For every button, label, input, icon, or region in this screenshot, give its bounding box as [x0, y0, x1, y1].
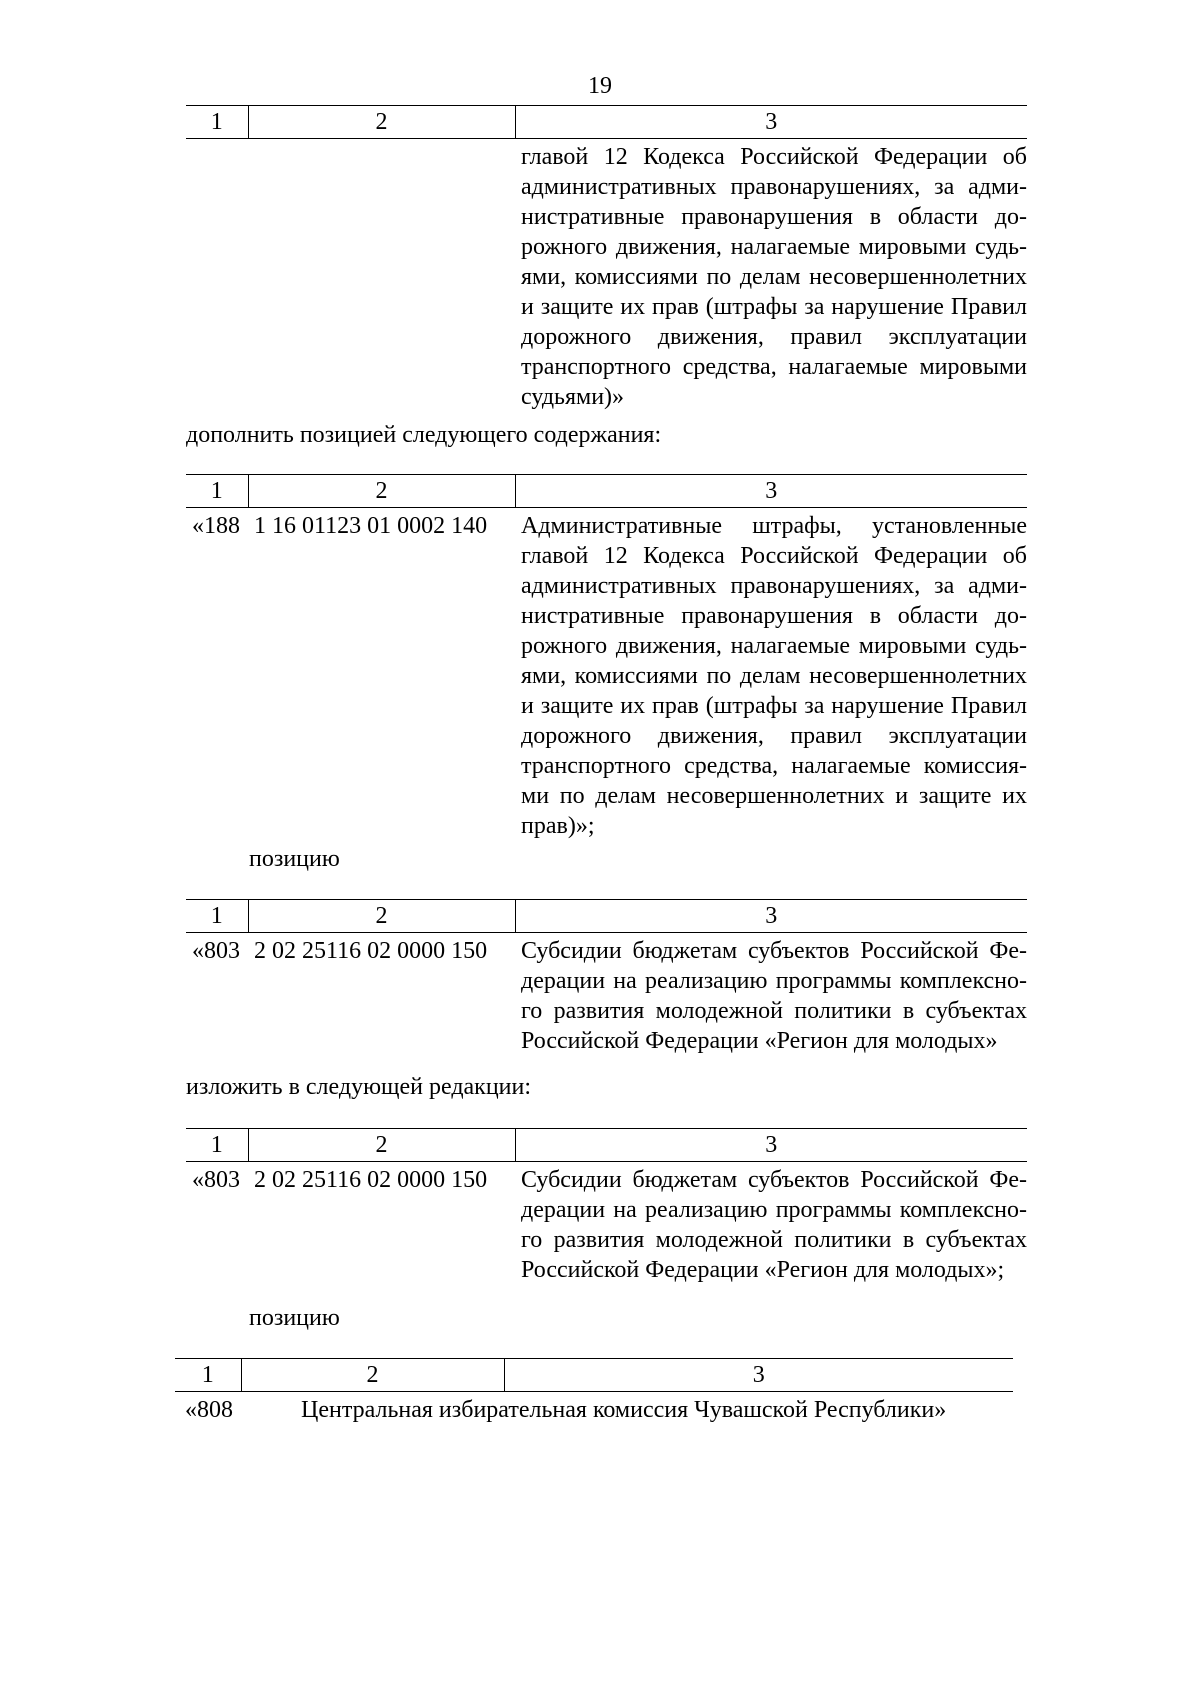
text-line: го развития молодежной политики в субъектах — [521, 1227, 1027, 1253]
table-row — [175, 1392, 1013, 1426]
text-line: главой 12 Кодекса Российской Федерации об — [521, 144, 1027, 170]
paragraph-position-1: позицию — [249, 846, 340, 872]
kbk-code-cell: 1 16 01123 01 0002 140 — [254, 513, 488, 539]
text-line: рожного движения, налагаемые мировыми судь- — [521, 633, 1027, 659]
description-cell — [515, 1162, 1027, 1286]
table-row — [186, 508, 1027, 842]
text-line: судьями)» — [521, 384, 625, 410]
admin-code-cell: «808 — [185, 1397, 233, 1423]
text-line: и защите их прав (штрафы за нарушение Правил — [521, 693, 1027, 719]
col-header-2: 2 — [248, 475, 515, 508]
text-line: Субсидии бюджетам субъектов Российской Фе- — [521, 938, 1027, 964]
admin-code-cell: «803 — [192, 1167, 240, 1193]
col-header-1: 1 — [186, 475, 248, 508]
kbk-code-cell: 2 02 25116 02 0000 150 — [254, 938, 488, 964]
text-line: дерации на реализацию программы комплексно- — [521, 1197, 1027, 1223]
col-header-1: 1 — [186, 1129, 248, 1162]
table-block-5 — [175, 1358, 1013, 1425]
text-line: и защите их прав (штрафы за нарушение Правил — [521, 294, 1027, 320]
table-header-row — [186, 1129, 1027, 1162]
text-line: ями, комиссиями по делам несовершеннолетних — [521, 264, 1027, 290]
text-line: главой 12 Кодекса Российской Федерации об — [521, 543, 1027, 569]
col-header-2: 2 — [241, 1359, 504, 1392]
text-line: нистративные правонарушения в области до- — [521, 603, 1027, 629]
text-line: дерации на реализацию программы комплексно- — [521, 968, 1027, 994]
table-header-row — [175, 1359, 1013, 1392]
text-line: прав)»; — [521, 813, 595, 839]
col-header-3: 3 — [515, 106, 1027, 139]
col-header-3: 3 — [515, 900, 1027, 933]
kbk-code-cell: 2 02 25116 02 0000 150 — [254, 1167, 488, 1193]
table-row — [186, 933, 1027, 1057]
paragraph-redaction: изложить в следующей редакции: — [186, 1074, 532, 1100]
text-line: ями, комиссиями по делам несовершеннолетних — [521, 663, 1027, 689]
description-cell — [515, 508, 1027, 842]
text-line: транспортного средства, налагаемые мировыми — [521, 354, 1027, 380]
table-header-row — [186, 106, 1027, 139]
col-header-2: 2 — [248, 106, 515, 139]
col-header-3: 3 — [515, 475, 1027, 508]
page-number: 19 — [588, 73, 612, 99]
table-block-3 — [186, 899, 1027, 1056]
text-line: Российской Федерации «Регион для молодых» — [521, 1028, 998, 1054]
col-header-2: 2 — [248, 1129, 515, 1162]
paragraph-position-2: позицию — [249, 1305, 340, 1331]
table-row — [186, 1162, 1027, 1286]
text-line: транспортного средства, налагаемые комиссия- — [521, 753, 1027, 779]
paragraph-supplement: дополнить позицией следующего содержания: — [186, 422, 662, 448]
text-line: административных правонарушениях, за адми- — [521, 174, 1027, 200]
col-header-3: 3 — [515, 1129, 1027, 1162]
admin-name-cell: Центральная избирательная комиссия Чувашской Республики» — [301, 1397, 947, 1423]
description-cell — [515, 139, 1027, 413]
col-header-1: 1 — [186, 106, 248, 139]
table-header-row — [186, 900, 1027, 933]
col-header-1: 1 — [186, 900, 248, 933]
text-line: административных правонарушениях, за адми- — [521, 573, 1027, 599]
table-row — [186, 139, 1027, 413]
col-header-1: 1 — [175, 1359, 241, 1392]
text-line: нистративные правонарушения в области до- — [521, 204, 1027, 230]
table-header-row — [186, 475, 1027, 508]
admin-code-cell: «188 — [192, 513, 240, 539]
text-line: Субсидии бюджетам субъектов Российской Фе- — [521, 1167, 1027, 1193]
text-line: Административные штрафы, установленные — [521, 513, 1027, 539]
admin-code-cell: «803 — [192, 938, 240, 964]
col-header-3: 3 — [504, 1359, 1013, 1392]
description-cell — [515, 933, 1027, 1057]
table-block-4 — [186, 1128, 1027, 1285]
text-line: дорожного движения, правил эксплуатации — [521, 324, 1027, 350]
table-block-2 — [186, 474, 1027, 841]
text-line: го развития молодежной политики в субъектах — [521, 998, 1027, 1024]
text-line: ми по делам несовершеннолетних и защите их — [521, 783, 1027, 809]
text-line: Российской Федерации «Регион для молодых»; — [521, 1257, 1005, 1283]
text-line: рожного движения, налагаемые мировыми судь- — [521, 234, 1027, 260]
table-block-1 — [186, 105, 1027, 412]
col-header-2: 2 — [248, 900, 515, 933]
text-line: дорожного движения, правил эксплуатации — [521, 723, 1027, 749]
